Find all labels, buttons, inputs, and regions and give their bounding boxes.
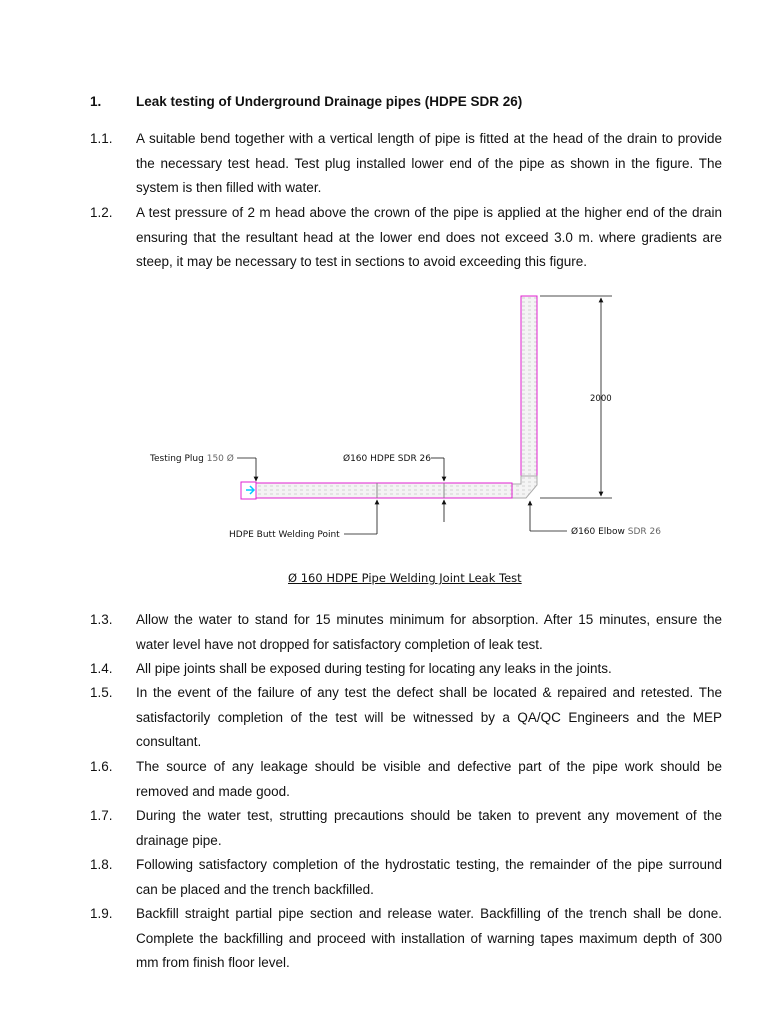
list-item-1-1	[90, 127, 722, 201]
list-item-1-9	[90, 902, 722, 976]
item-text: The source of any leakage should be visible and defective part of the pipe work should be removed and made good.	[136, 759, 722, 799]
list-item-1-8	[90, 853, 722, 902]
item-number: 1.1.	[90, 131, 113, 146]
item-number: 1.8.	[90, 857, 113, 872]
item-number: 1.4.	[90, 661, 113, 676]
horizontal-pipe	[256, 483, 512, 498]
vertical-pipe	[521, 296, 537, 476]
section-number: 1.	[90, 94, 102, 109]
list-item-1-3	[90, 608, 722, 657]
leak-test-diagram	[0, 285, 768, 555]
item-number: 1.2.	[90, 205, 113, 220]
item-text: In the event of the failure of any test the defect shall be located & repaired and retested. The satisfactorily completion of the test will be witnessed by a QA/QC Engineers and the MEP consultant.	[136, 685, 722, 749]
item-number: 1.6.	[90, 759, 113, 774]
item-number: 1.5.	[90, 685, 113, 700]
item-number: 1.9.	[90, 906, 113, 921]
dimension-label: 2000	[590, 394, 612, 404]
list-item-1-4	[90, 657, 722, 682]
list-item-1-5	[90, 681, 722, 755]
list-item-1-7	[90, 804, 722, 853]
item-text: Following satisfactory completion of the hydrostatic testing, the remainder of the pipe surround can be placed and the trench backfilled.	[136, 857, 722, 897]
item-text: Allow the water to stand for 15 minutes minimum for absorption. After 15 minutes, ensure the water level have not dropped for satisfactory completion of leak test.	[136, 612, 722, 652]
item-number: 1.7.	[90, 808, 113, 823]
figure-caption: Ø 160 HDPE Pipe Welding Joint Leak Test	[288, 571, 522, 585]
item-text: During the water test, strutting precautions should be taken to prevent any movement of the drainage pipe.	[136, 808, 722, 848]
pipe-label: Ø160 HDPE SDR 26	[343, 454, 432, 464]
testing-plug-label: Testing Plug 150 Ø	[150, 454, 234, 464]
item-text: All pipe joints shall be exposed during testing for locating any leaks in the joints.	[136, 661, 612, 676]
section-title: Leak testing of Underground Drainage pipes (HDPE SDR 26)	[136, 94, 523, 109]
elbow-label: Ø160 Elbow SDR 26	[571, 527, 661, 537]
item-number: 1.3.	[90, 612, 113, 627]
elbow-fitting	[512, 476, 537, 498]
item-text: A suitable bend together with a vertical length of pipe is fitted at the head of the drain to provide the necessary test head. Test plug installed lower end of the pipe as shown in the figure. The system is then filled with water.	[136, 131, 722, 195]
item-text: Backfill straight partial pipe section and release water. Backfilling of the trench shall be done. Complete the backfilling and proceed with installation of warning tapes maximum depth of 300 mm from finish floor level.	[136, 906, 722, 970]
list-item-1-2	[90, 201, 722, 275]
list-item-1-6	[90, 755, 722, 804]
butt-weld-label: HDPE Butt Welding Point	[229, 530, 340, 540]
item-text: A test pressure of 2 m head above the crown of the pipe is applied at the higher end of the drain ensuring that the resultant head at the lower end does not exceed 3.0 m. where gradients are steep, it may be necessary to test in sections to avoid exceeding this figure.	[136, 205, 722, 269]
